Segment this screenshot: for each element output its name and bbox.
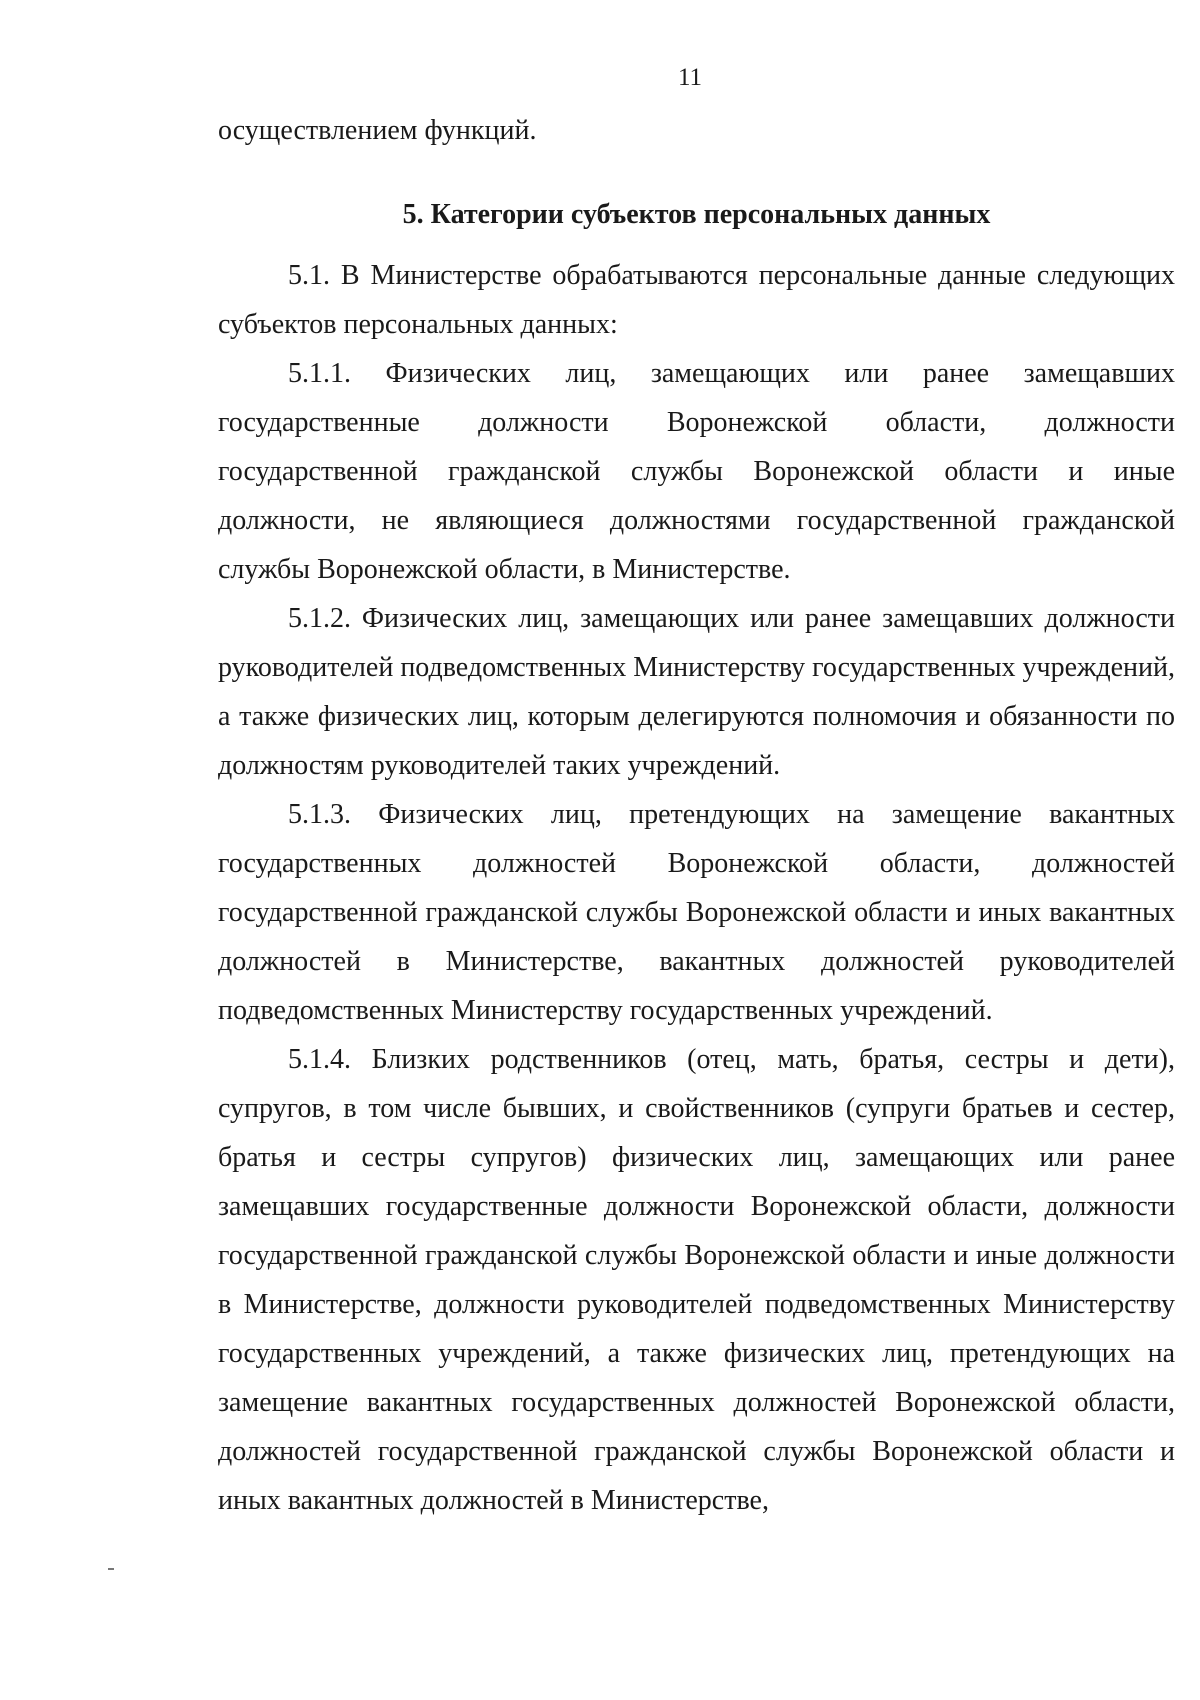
page-number: 11 xyxy=(677,64,703,91)
document-body xyxy=(218,106,1175,1525)
paragraph-5-1-4: 5.1.4. Близких родственников (отец, мать, братья, сестры и дети), супругов, в том числе бывших, и свойственников (супруги братьев и сестер, братья и сестры супругов) физических лиц, замещающих или ранее замещавших государственные должности Воронежской области, должности государственной гражданской службы Воронежской области и иные должности в Министерстве, должности руководителей подведомственных Министерству государственных учреждений, а также физических лиц, претендующих на замещение вакантных государственных должностей Воронежской области, должностей государственной гражданской службы Воронежской области и иных вакантных должностей в Министерстве, xyxy=(218,1044,1175,1516)
paragraph-5-1-2: 5.1.2. Физических лиц, замещающих или ранее замещавших должности руководителей подведомственных Министерству государственных учреждений, а также физических лиц, которым делегируются полномочия и обязанности по должностям руководителей таких учреждений. xyxy=(218,603,1175,781)
paragraph-5-1: 5.1. В Министерстве обрабатываются персональные данные следующих субъектов персональных данных: xyxy=(218,260,1175,340)
paragraph-5-1-1: 5.1.1. Физических лиц, замещающих или ранее замещавших государственные должности Воронежской области, должности государственной гражданской службы Воронежской области и иные должности, не являющиеся должностями государственной гражданской службы Воронежской области, в Министерстве. xyxy=(218,358,1175,585)
scan-artifact-mark xyxy=(108,1568,114,1570)
continuation-text: осуществлением функций. xyxy=(218,115,537,146)
section-heading: 5. Категории субъектов персональных данных xyxy=(402,199,991,230)
paragraph-5-1-3: 5.1.3. Физических лиц, претендующих на замещение вакантных государственных должностей Воронежской области, должностей государственной гражданской службы Воронежской области и иных вакантных должностей в Министерстве, вакантных должностей руководителей подведомственных Министерству государственных учреждений. xyxy=(218,799,1175,1026)
